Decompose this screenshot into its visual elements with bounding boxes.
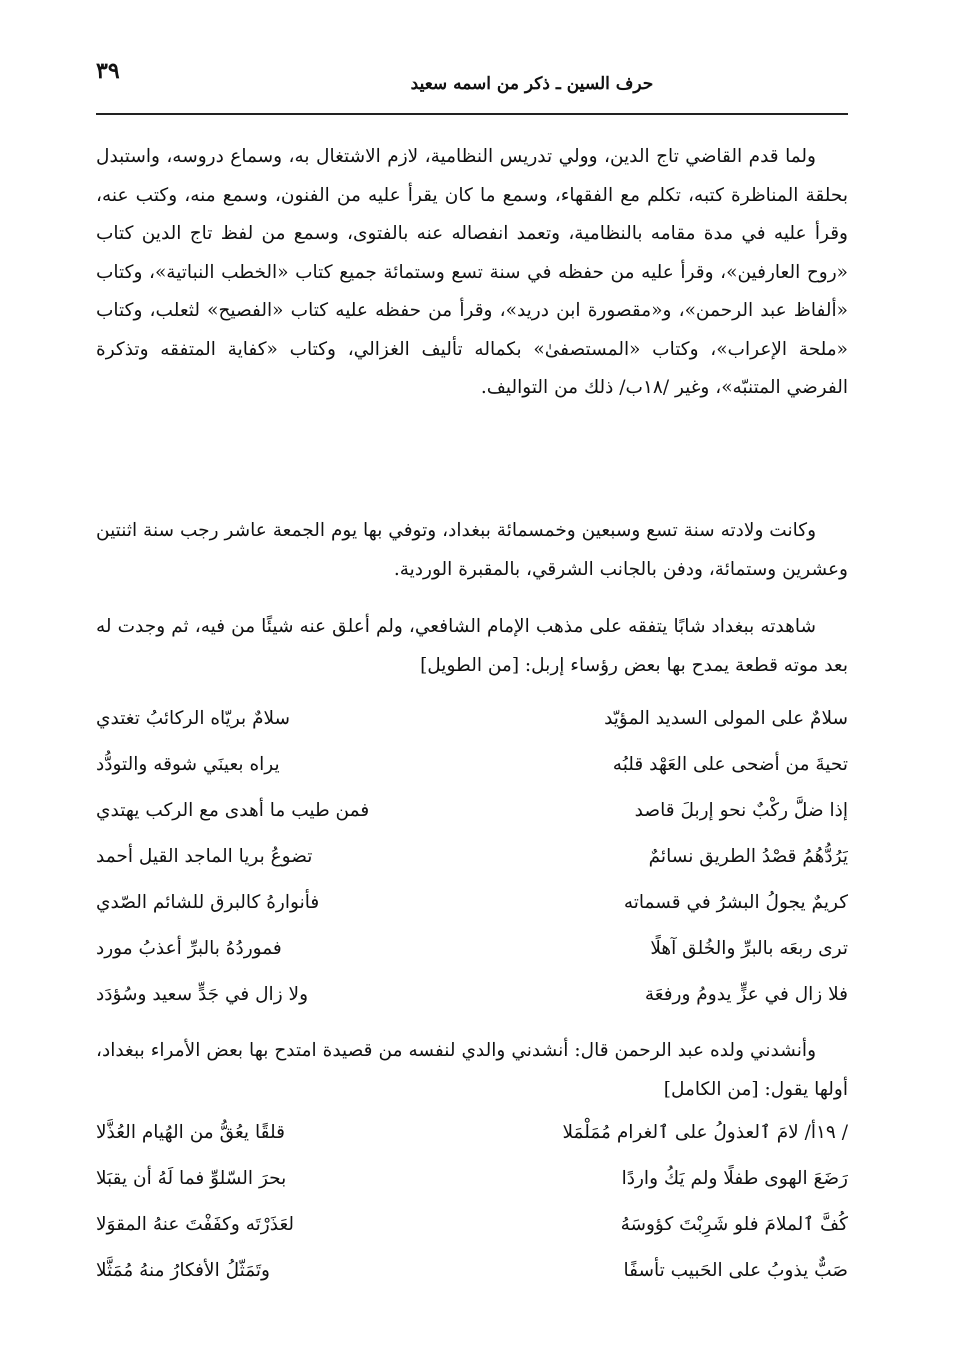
- poem-tawil: [96, 696, 848, 1018]
- verse-line: [96, 788, 848, 834]
- verse-second-hemistich: قلقًا يعُقُّ من الهُيام العُذَّلا: [96, 1122, 285, 1143]
- paragraph-birth-death: [96, 512, 848, 589]
- paragraph-text: ولما قدم القاضي تاج الدين، وولي تدريس النظامية، لازم الاشتغال به، وسماع دروسه، واستبدل بحلقة المناظرة كتبه، تكلم مع الفقهاء، وسمع ما كان يقرأ عليه من الفنون، وسمع منه، وكتب عنه، وقرأ عليه في مدة مقامه بالنظامية، وتعمد انفصاله عنه بالفتوى، وسمع من لفظ تاج الدين كتاب «روح العارفين»، وقرأ عليه من حفظه في سنة تسع وستمائة جميع كتاب «الخطب النباتية»، وكتاب «ألفاظ عبد الرحمن»، و«مقصورة ابن دريد»، وقرأ من حفظه عليه كتاب «الفصيح» لثعلب، وكتاب «ملحة الإعراب»، وكتاب «المستصفىٰ» بكماله تأليف الغزالي، وكتاب «كفاية المتفقه وتذكرة الفرضي المتنبّه»، وغير /١٨ب/ ذلك من التواليف.: [96, 146, 848, 398]
- verse-line: [96, 1202, 848, 1248]
- verse-line: [96, 1110, 848, 1156]
- verse-second-hemistich: بحرَ السّلوِّ فما لَهُ أن يقبَلا: [96, 1168, 287, 1189]
- verse-first-hemistich: / ١٩أ/ لامَ ٱلعذولُ على ٱلغرام مُمَلْمَلا: [562, 1122, 848, 1143]
- verse-line: [96, 972, 848, 1018]
- running-title: حرف السين ـ ذكر من اسمه سعيد: [410, 74, 654, 94]
- verse-line: [96, 1248, 848, 1294]
- verse-second-hemistich: سلامٌ بريّاه الركائبُ تغتدي: [96, 708, 291, 729]
- verse-first-hemistich: إذا ضلَّ ركْبٌ نحو إربلَ قاصد: [634, 800, 848, 821]
- verse-line: [96, 742, 848, 788]
- page-number: ٣٩: [96, 58, 120, 84]
- verse-second-hemistich: ولا زال في جَدٍّ سعيد وسُؤدَد: [96, 984, 309, 1005]
- paragraph-text: وكانت ولادته سنة تسع وسبعين وخمسمائة ببغداد، وتوفي بها يوم الجمعة عاشر رجب سنة اثنتين وعشرين وستمائة، ودفن بالجانب الشرقي، بالمقبرة الوردية.: [96, 520, 848, 580]
- verse-second-hemistich: وتَمَثّلُ الأفكارُ منهُ مُمَثَّلا: [96, 1260, 270, 1281]
- paragraph-second-poem-intro: [96, 1032, 848, 1109]
- verse-first-hemistich: رَضَعَ الهوى طفلًا ولم يَكُ واردًا: [621, 1168, 848, 1189]
- verse-second-hemistich: تضوعُ بريا الماجد القيل أحمد: [96, 846, 313, 867]
- verse-second-hemistich: فموردُهُ بالبرِّ أعذبُ مورد: [96, 938, 282, 959]
- verse-first-hemistich: كريمٌ يجولُ البشرُ في قسماته: [623, 892, 848, 913]
- document-page: [96, 0, 848, 1371]
- verse-first-hemistich: سلامٌ على المولى السديد المؤيّد: [604, 708, 848, 729]
- verse-first-hemistich: كُفَّ ٱلملامَ فلو شَرِبْتَ كؤوسَهُ: [620, 1214, 848, 1235]
- verse-line: [96, 696, 848, 742]
- paragraph-poem-intro: [96, 608, 848, 685]
- header-rule: [96, 113, 848, 115]
- verse-second-hemistich: فمن طيب ما أهدى مع الركب يهتدي: [96, 800, 370, 821]
- verse-first-hemistich: تحيةَ من أضحى على العَهْد قلبُه: [612, 754, 848, 775]
- verse-line: [96, 880, 848, 926]
- page-header: [96, 58, 848, 108]
- paragraph-biography: [96, 138, 848, 408]
- verse-first-hemistich: فلا زال في عزٍّ يدومُ ورفعَة: [644, 984, 848, 1005]
- verse-first-hemistich: يَرُدُّهُمُ قصْدُ الطريق نسائمٌ: [648, 846, 848, 867]
- verse-second-hemistich: فأنوارهُ كالبرق للشائم الصّدي: [96, 892, 320, 913]
- verse-second-hemistich: لعَذَرْتَه وكفَفْتَ عنهُ المقوَلا: [96, 1214, 295, 1235]
- verse-first-hemistich: ترى ربعَه بالبرِّ والخُلق آهلًا: [650, 938, 848, 959]
- paragraph-text: وأنشدني ولده عبد الرحمن قال: أنشدني والدي لنفسه من قصيدة امتدح بها بعض الأمراء ببغداد، أولها يقول: [من الكامل]: [96, 1040, 848, 1100]
- verse-line: [96, 834, 848, 880]
- verse-line: [96, 926, 848, 972]
- paragraph-text: شاهدته ببغداد شابًا يتفقه على مذهب الإمام الشافعي، ولم أعلق عنه شيئًا من فيه، ثم وجدت له بعد موته قطعة يمدح بها بعض رؤساء إربل: [من الطويل]: [96, 616, 848, 676]
- verse-line: [96, 1156, 848, 1202]
- poem-kamil: [96, 1110, 848, 1294]
- verse-first-hemistich: صَبٌّ يذوبُ على الحَبيب تأسفًا: [623, 1260, 848, 1281]
- verse-second-hemistich: يراه بعينَي شوقه والتودُّد: [96, 754, 280, 775]
